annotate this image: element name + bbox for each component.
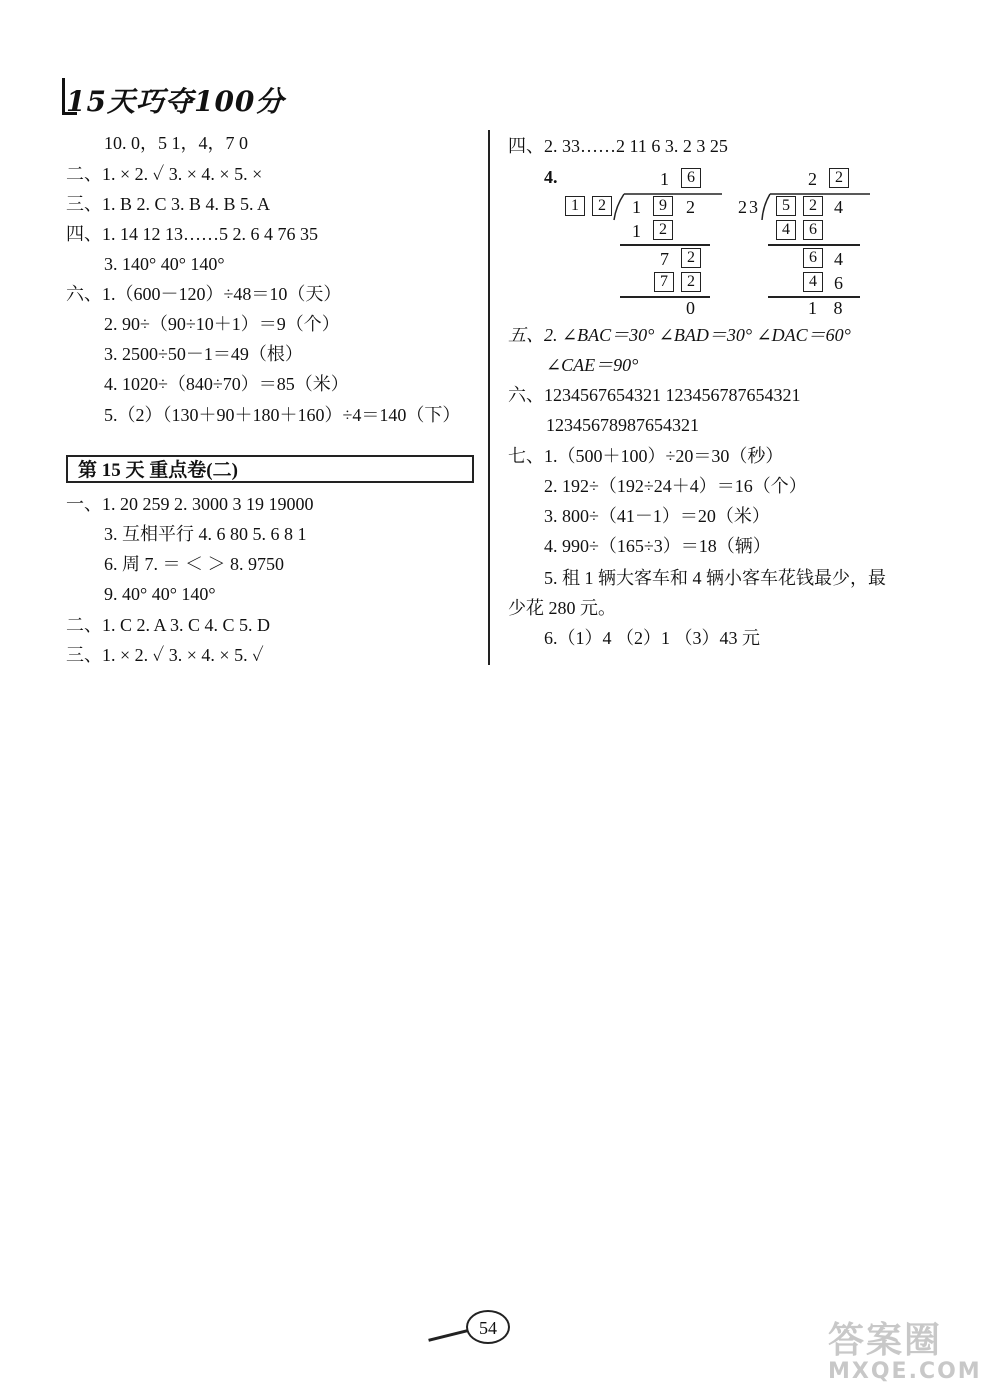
answer-line: 六、1.（600－120）÷48＝10（天） <box>66 284 342 304</box>
watermark-url: MXQE.COM <box>828 1359 982 1384</box>
answer-box: 2 <box>829 168 849 188</box>
answer-line: 3. 互相平行 4. 6 80 5. 6 8 1 <box>104 524 307 544</box>
digit: 2 <box>808 169 817 189</box>
digit: 1 <box>660 169 669 189</box>
answer-box: 2 <box>681 248 701 268</box>
answer-line: 3. 2500÷50－1＝49（根） <box>104 344 303 364</box>
answer-line: 6.（1）4 （2）1 （3）43 元 <box>544 628 760 648</box>
answer-line: 二、1. × 2. ✓ 3. × 4. × 5. × <box>66 164 263 184</box>
answer-box: 9 <box>653 196 673 216</box>
watermark <box>828 1312 982 1384</box>
answer-box: 7 <box>654 272 674 292</box>
watermark-text: 答案圈 <box>828 1320 943 1361</box>
magnifier-handle-icon <box>428 1329 468 1342</box>
digit: 4 <box>834 197 843 217</box>
digit: 23 <box>738 197 760 217</box>
digit: 1 <box>632 221 641 241</box>
digit: 7 <box>660 249 669 269</box>
answer-line: 五、2. ∠BAC＝30° ∠BAD＝30° ∠DAC＝60° <box>508 325 851 345</box>
division-line <box>768 244 860 246</box>
digit: 4 <box>834 249 843 269</box>
answer-box: 6 <box>681 168 701 188</box>
column-divider <box>488 130 490 665</box>
digit: 1 <box>632 197 641 217</box>
answer-line: 3. 140° 40° 140° <box>104 254 225 274</box>
answer-box: 6 <box>803 220 823 240</box>
answer-box: 2 <box>592 196 612 216</box>
item-label: 4. <box>544 167 558 187</box>
answer-box: 2 <box>653 220 673 240</box>
section-title: 第 15 天 重点卷(二) <box>66 455 474 483</box>
answer-line: 2. 90÷（90÷10＋1）＝9（个） <box>104 314 340 334</box>
answer-line: 5.（2）（130＋90＋180＋160）÷4＝140（下） <box>104 405 461 425</box>
answer-line: 4. 990÷（165÷3）＝18（辆） <box>544 536 771 556</box>
answer-box: 2 <box>681 272 701 292</box>
division-line <box>620 244 710 246</box>
answer-box: 1 <box>565 196 585 216</box>
brand-title: 15天巧夺100分 <box>66 85 285 118</box>
answer-line: 四、1. 14 12 13……5 2. 6 4 76 35 <box>66 224 318 244</box>
answer-line: 七、1.（500＋100）÷20＝30（秒） <box>508 446 784 466</box>
digit: 2 <box>686 197 695 217</box>
answer-line: ∠CAE＝90° <box>546 355 639 375</box>
digit: 1 8 <box>808 298 849 318</box>
answer-line: 10. 0，5 1，4，7 0 <box>104 133 248 153</box>
answer-line: 2. 192÷（192÷24＋4）＝16（个） <box>544 476 807 496</box>
answer-line: 12345678987654321 <box>546 415 699 435</box>
answer-line: 9. 40° 40° 140° <box>104 584 216 604</box>
division-line <box>620 296 710 298</box>
answer-line: 四、2. 33……2 11 6 3. 2 3 25 <box>508 136 728 156</box>
answer-line: 4. 1020÷（840÷70）＝85（米） <box>104 374 349 394</box>
answer-box: 4 <box>803 272 823 292</box>
answer-line: 三、1. × 2. ✓ 3. × 4. × 5. ✓ <box>66 645 264 665</box>
answer-line: 少花 280 元。 <box>508 598 616 618</box>
page-number: 54 <box>466 1310 510 1344</box>
answer-box: 6 <box>803 248 823 268</box>
answer-line: 六、1234567654321 123456787654321 <box>508 385 801 405</box>
answer-box: 5 <box>776 196 796 216</box>
answer-line: 6. 周 7. ＝ ＜ ＞ 8. 9750 <box>104 554 284 574</box>
digit: 0 <box>686 298 695 318</box>
answer-line: 三、1. B 2. C 3. B 4. B 5. A <box>66 194 271 214</box>
answer-box: 4 <box>776 220 796 240</box>
answer-line: 二、1. C 2. A 3. C 4. C 5. D <box>66 615 271 635</box>
answer-line: 5. 租 1 辆大客车和 4 辆小客车花钱最少，最 <box>544 568 886 588</box>
answer-box: 2 <box>803 196 823 216</box>
answer-line: 一、1. 20 259 2. 3000 3 19 19000 <box>66 494 314 514</box>
answer-line: 3. 800÷（41－1）＝20（米） <box>544 506 770 526</box>
digit: 6 <box>834 273 843 293</box>
